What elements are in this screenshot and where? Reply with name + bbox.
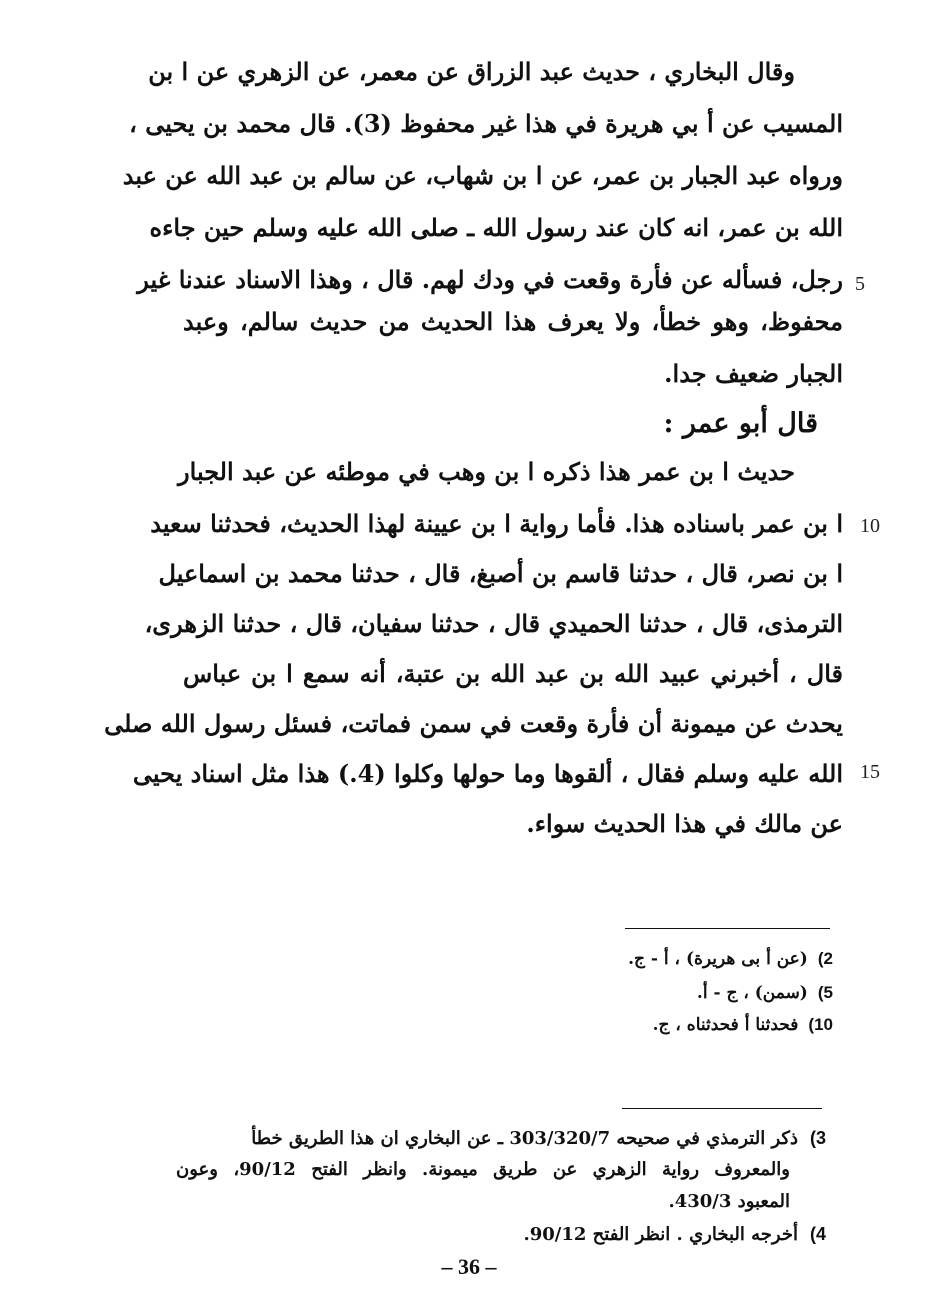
variant-number: 5) xyxy=(817,983,833,1002)
text-line: ورواه عبد الجبار بن عمر، عن ا بن شهاب، عن سالم بن عبد الله عن عبد xyxy=(122,161,843,190)
text-line: الله عليه وسلم فقال ، ألقوها وما حولها وكلوا (4.) هذا مثل اسناد يحيى xyxy=(132,759,843,788)
line-number: 5 xyxy=(855,273,865,295)
text-line: يحدث عن ميمونة أن فأرة وقعت في سمن فماتت، فسئل رسول الله صلى xyxy=(104,709,843,738)
section-heading: قال أبو عمر : xyxy=(663,408,818,439)
footnote-text: ذكر الترمذي في صحيحه 303/320/7 ـ عن البخاري ان هذا الطريق خطأ xyxy=(251,1128,798,1149)
page-number: – 36 – xyxy=(441,1254,497,1279)
text-line: المسيب عن أ بي هريرة في هذا غير محفوظ (3). قال محمد بن يحيى ، xyxy=(129,109,843,138)
line-number: 15 xyxy=(860,761,880,783)
variant-note xyxy=(653,1010,833,1040)
variant-note xyxy=(628,944,833,974)
apparatus-rule xyxy=(625,928,830,929)
footnote-text: أخرجه البخاري . انظر الفتح 90/12. xyxy=(523,1224,798,1245)
footnote-rule xyxy=(622,1108,822,1109)
text-line: حديث ا بن عمر هذا ذكره ا بن وهب في موطئه عن عبد الجبار xyxy=(178,457,795,486)
text-line: قال ، أخبرني عبيد الله بن عبد الله بن عتبة، أنه سمع ا بن عباس xyxy=(183,659,843,688)
footnote-3 xyxy=(176,1122,826,1155)
text-line: الجبار ضعيف جدا. xyxy=(664,359,843,388)
footnote-number: 4) xyxy=(809,1224,826,1244)
text-line: عن مالك في هذا الحديث سواء. xyxy=(526,809,843,838)
variant-text: فحدثنا أ فحدثناه ، ج. xyxy=(652,1015,799,1035)
text-line: رجل، فسأله عن فأرة وقعت في ودك لهم. قال ، وهذا الاسناد عندنا غير xyxy=(137,265,843,294)
text-line: وقال البخاري ، حديث عبد الزراق عن معمر، عن الزهري عن ا بن xyxy=(148,57,795,86)
variant-note xyxy=(697,978,833,1008)
text-line: الله بن عمر، انه كان عند رسول الله ـ صلى الله عليه وسلم حين جاءه xyxy=(149,213,843,242)
line-number: 10 xyxy=(860,515,880,537)
text-line: ا بن نصر، قال ، حدثنا قاسم بن أصبغ، قال ، حدثنا محمد بن اسماعيل xyxy=(158,559,843,588)
variant-text: (سمن) ، ج - أ. xyxy=(696,983,808,1003)
text-line: محفوظ، وهو خطأ، ولا يعرف هذا الحديث من حديث سالم، وعبد xyxy=(183,307,843,336)
variant-number: 10) xyxy=(808,1015,833,1034)
text-line: ا بن عمر باسناده هذا. فأما رواية ا بن عيينة لهذا الحديث، فحدثنا سعيد xyxy=(150,509,843,538)
footnote-4 xyxy=(176,1218,826,1251)
footnote-number: 3) xyxy=(809,1128,826,1148)
variant-text: (عن أ بى هريرة) ، أ - ج. xyxy=(628,949,808,969)
text-line: الترمذى، قال ، حدثنا الحميدي قال ، حدثنا سفيان، قال ، حدثنا الزهرى، xyxy=(144,609,843,638)
variant-number: 2) xyxy=(817,949,833,968)
footnote-3-line: والمعروف رواية الزهري عن طريق ميمونة. وانظر الفتح 90/12، وعون xyxy=(176,1159,790,1180)
footnote-3-line: المعبود 430/3. xyxy=(668,1191,790,1212)
